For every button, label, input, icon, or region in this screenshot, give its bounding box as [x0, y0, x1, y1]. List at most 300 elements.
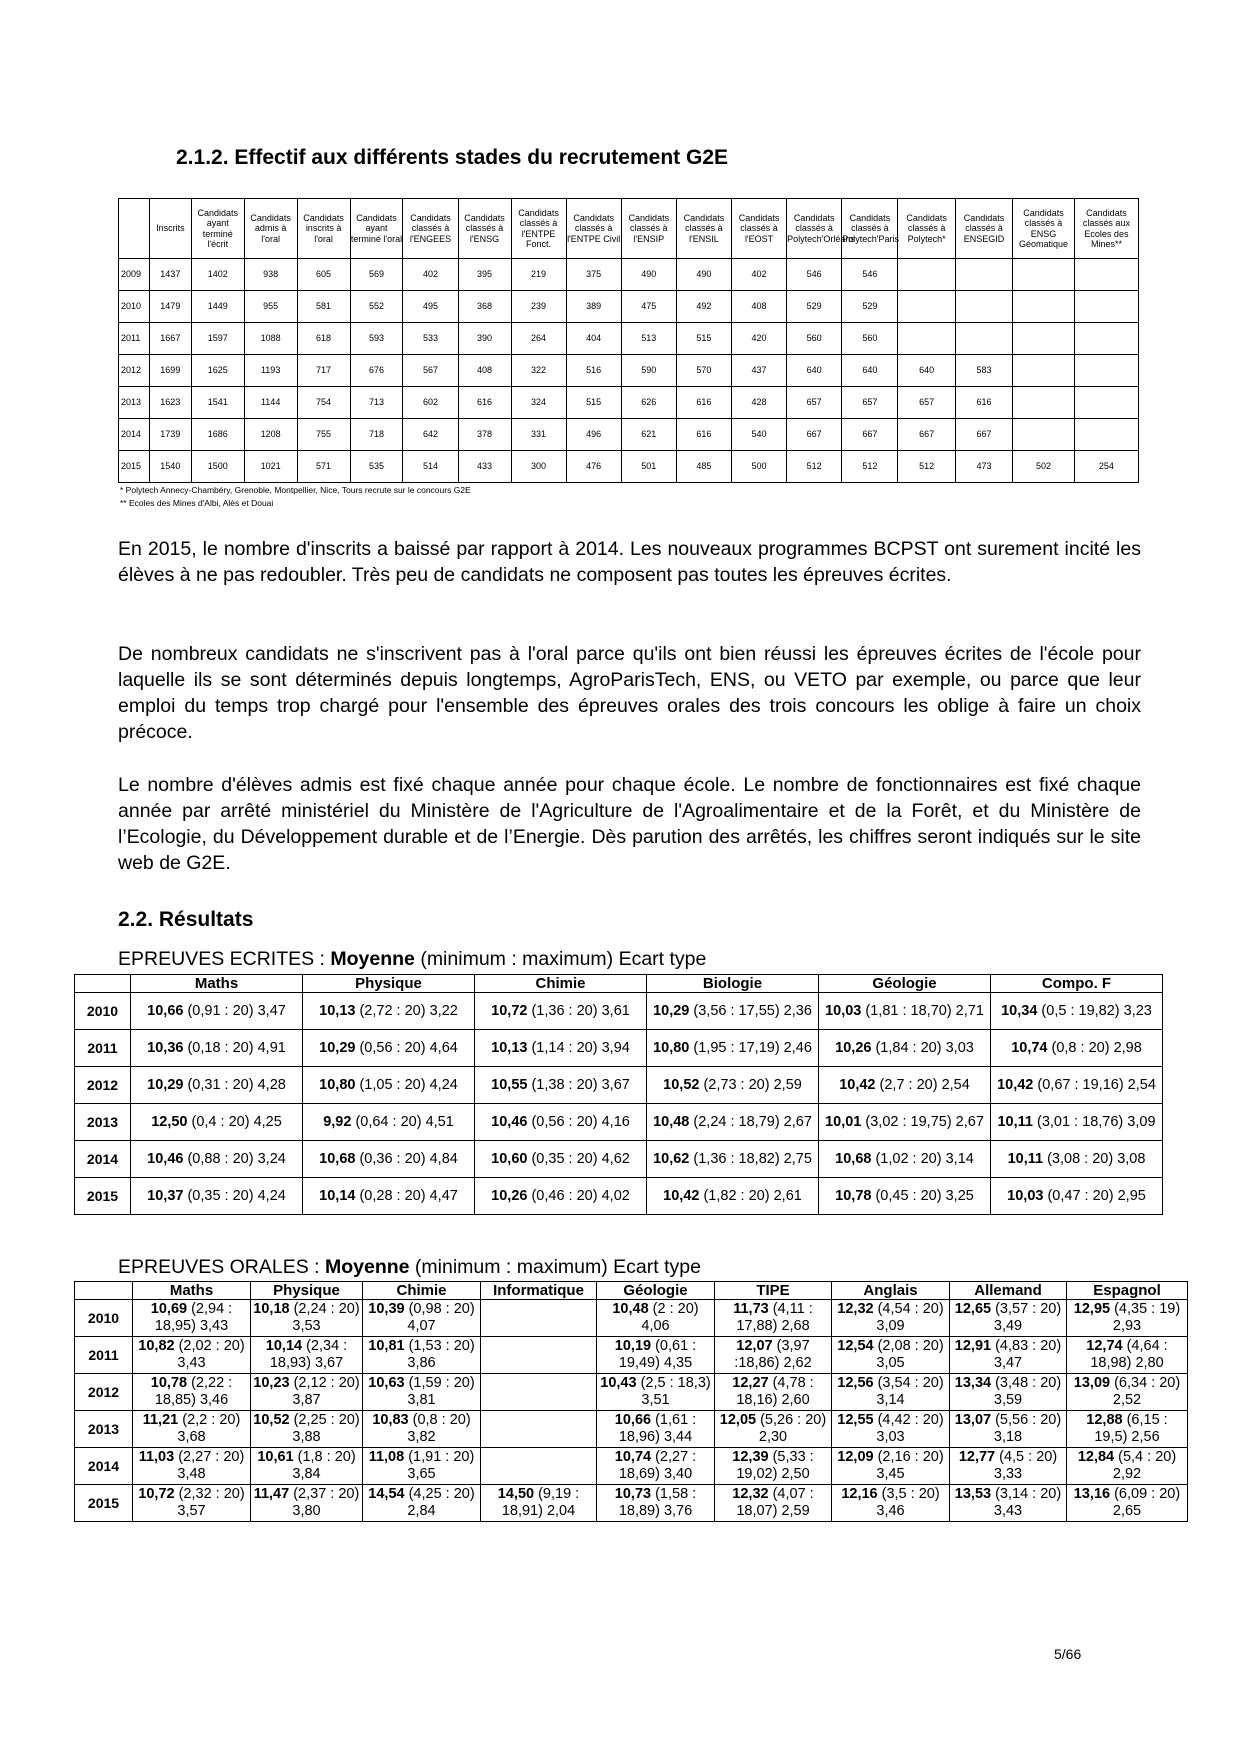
range-stddev: (1,14 : 20) 3,94: [527, 1039, 630, 1056]
table-cell: 640: [842, 355, 898, 387]
mean-value: 10,14: [319, 1187, 356, 1204]
table-row: [75, 1337, 1188, 1374]
result-cell: [363, 1448, 481, 1485]
table-row: [75, 1141, 1163, 1178]
paragraph-inscrits: En 2015, le nombre d'inscrits a baissé par rapport à 2014. Les nouveaux programmes BCPST ont surement incité les élèves à ne pas redoubler. Très peu de candidats ne composent pas toutes les épreuves écrites.: [118, 538, 1141, 586]
column-header: Compo. F: [991, 975, 1163, 993]
result-cell: [950, 1448, 1067, 1485]
range-stddev: (4,07 : 18,07) 2,59: [736, 1486, 814, 1519]
range-stddev: (3,5 : 20) 3,46: [876, 1486, 940, 1519]
result-cell: [481, 1411, 597, 1448]
mean-value: 12,84: [1077, 1449, 1115, 1465]
ecrites-table: [74, 974, 1163, 1215]
table-cell: 433: [458, 451, 511, 483]
table-cell: [1013, 355, 1075, 387]
mean-value: 10,62: [653, 1150, 690, 1167]
range-stddev: (2,22 : 18,85) 3,46: [154, 1375, 233, 1408]
table-cell: 389: [566, 291, 621, 323]
table-row: [119, 323, 1139, 355]
result-cell: [819, 1067, 991, 1104]
table-cell: 239: [511, 291, 566, 323]
result-cell: [363, 1300, 481, 1337]
table-row: [119, 451, 1139, 483]
column-header: Biologie: [647, 975, 819, 993]
caption-bold: Moyenne: [330, 948, 415, 970]
result-cell: [950, 1374, 1067, 1411]
result-cell: [475, 993, 647, 1030]
table-cell: 560: [842, 323, 898, 355]
mean-value: 10,18: [253, 1301, 290, 1317]
table-cell: 616: [676, 419, 731, 451]
table-cell: 717: [297, 355, 350, 387]
mean-value: 13,34: [954, 1375, 992, 1391]
result-cell: [950, 1485, 1067, 1522]
range-stddev: (2,7 : 20) 2,54: [875, 1076, 970, 1093]
result-cell: [363, 1411, 481, 1448]
result-cell: [715, 1411, 832, 1448]
table-row: [75, 1411, 1188, 1448]
result-cell: [251, 1337, 363, 1374]
result-cell: [131, 1104, 303, 1141]
table-cell: 1437: [149, 259, 191, 291]
result-cell: [131, 993, 303, 1030]
column-header: Candidats classés à Polytech'Orléans: [787, 199, 842, 259]
year-cell: 2014: [75, 1448, 133, 1485]
table-cell: [1074, 291, 1138, 323]
result-cell: [481, 1374, 597, 1411]
result-cell: [133, 1411, 251, 1448]
mean-value: 10,23: [253, 1375, 290, 1391]
year-cell: 2011: [75, 1030, 131, 1067]
mean-value: 10,43: [600, 1375, 637, 1391]
result-cell: [131, 1067, 303, 1104]
table-cell: [898, 323, 955, 355]
table-cell: 754: [297, 387, 350, 419]
range-stddev: (3,56 : 17,55) 2,36: [689, 1002, 812, 1019]
orales-caption: [118, 1256, 701, 1279]
result-cell: [832, 1411, 950, 1448]
mean-value: 12,16: [841, 1486, 878, 1502]
ecrites-header-row: [75, 975, 1163, 993]
footnote-mines: ** Ecoles des Mines d'Albi, Alès et Douai: [120, 498, 274, 508]
range-stddev: (6,34 : 20) 2,52: [1110, 1375, 1181, 1408]
table-cell: 1597: [191, 323, 244, 355]
table-cell: 490: [676, 259, 731, 291]
table-row: [75, 1485, 1188, 1522]
range-stddev: (0,8 : 20) 2,98: [1047, 1039, 1142, 1056]
range-stddev: (1,53 : 20) 3,86: [404, 1338, 475, 1371]
table-cell: 535: [350, 451, 403, 483]
range-stddev: (3,54 : 20) 3,14: [873, 1375, 944, 1408]
result-cell: [251, 1411, 363, 1448]
range-stddev: (4,54 : 20) 3,09: [873, 1301, 944, 1334]
mean-value: 10,13: [491, 1039, 528, 1056]
result-cell: [950, 1300, 1067, 1337]
table-cell: 324: [511, 387, 566, 419]
mean-value: 14,54: [368, 1486, 405, 1502]
mean-value: 10,26: [835, 1039, 872, 1056]
mean-value: 10,03: [825, 1002, 862, 1019]
year-cell: 2011: [119, 323, 150, 355]
range-stddev: (0,67 : 19,16) 2,54: [1033, 1076, 1156, 1093]
result-cell: [991, 1067, 1163, 1104]
table-cell: 718: [350, 419, 403, 451]
result-cell: [363, 1485, 481, 1522]
range-stddev: (5,33 : 19,02) 2,50: [736, 1449, 814, 1482]
range-stddev: (0,5 : 19,82) 3,23: [1037, 1002, 1152, 1019]
range-stddev: (0,88 : 20) 3,24: [183, 1150, 286, 1167]
mean-value: 10,83: [372, 1412, 409, 1428]
mean-value: 10,13: [319, 1002, 356, 1019]
column-header: Candidats admis à l'oral: [244, 199, 297, 259]
column-header: Candidats ayant terminé l'oral: [350, 199, 403, 259]
table-cell: 640: [787, 355, 842, 387]
table-cell: 1699: [149, 355, 191, 387]
mean-value: 10,46: [491, 1113, 528, 1130]
table-cell: 485: [676, 451, 731, 483]
result-cell: [715, 1374, 832, 1411]
table-cell: 1088: [244, 323, 297, 355]
result-cell: [303, 993, 475, 1030]
result-cell: [303, 1141, 475, 1178]
table-cell: 593: [350, 323, 403, 355]
range-stddev: (0,56 : 20) 4,16: [527, 1113, 630, 1130]
mean-value: 10,46: [147, 1150, 184, 1167]
mean-value: 10,81: [368, 1338, 405, 1354]
result-cell: [1067, 1411, 1188, 1448]
table-cell: 390: [458, 323, 511, 355]
result-cell: [832, 1485, 950, 1522]
table-cell: 1623: [149, 387, 191, 419]
result-cell: [647, 1178, 819, 1215]
table-row: [119, 387, 1139, 419]
table-cell: 667: [787, 419, 842, 451]
result-cell: [481, 1300, 597, 1337]
year-cell: 2015: [119, 451, 150, 483]
table-cell: 515: [676, 323, 731, 355]
column-header: Candidats classés à l'EOST: [732, 199, 787, 259]
column-header: Candidats classés à l'ENSIL: [676, 199, 731, 259]
range-stddev: (3,08 : 20) 3,08: [1043, 1150, 1146, 1167]
table-cell: 1541: [191, 387, 244, 419]
table-cell: 529: [787, 291, 842, 323]
table-cell: [1074, 419, 1138, 451]
column-header: Candidats classés aux Ecoles des Mines**: [1074, 199, 1138, 259]
table-cell: 500: [732, 451, 787, 483]
table-cell: 618: [297, 323, 350, 355]
result-cell: [475, 1067, 647, 1104]
column-header: Candidats classés à ENSEGID: [955, 199, 1012, 259]
range-stddev: (0,4 : 20) 4,25: [187, 1113, 282, 1130]
column-header: Candidats classés à Polytech*: [898, 199, 955, 259]
result-cell: [597, 1300, 715, 1337]
table-cell: 219: [511, 259, 566, 291]
mean-value: 10,26: [491, 1187, 528, 1204]
mean-value: 12,07: [736, 1338, 773, 1354]
range-stddev: (1,8 : 20) 3,84: [292, 1449, 356, 1482]
mean-value: 11,47: [253, 1486, 290, 1502]
mean-value: 10,66: [147, 1002, 184, 1019]
result-cell: [819, 993, 991, 1030]
mean-value: 10,80: [653, 1039, 690, 1056]
table-cell: 1449: [191, 291, 244, 323]
year-cell: 2009: [119, 259, 150, 291]
table-cell: 552: [350, 291, 403, 323]
mean-value: 10,80: [319, 1076, 356, 1093]
mean-value: 10,61: [257, 1449, 294, 1465]
range-stddev: (2,94 : 18,95) 3,43: [154, 1301, 233, 1334]
mean-value: 10,72: [138, 1486, 175, 1502]
result-cell: [133, 1485, 251, 1522]
paragraph-admis: Le nombre d'élèves admis est fixé chaque année pour chaque école. Le nombre de fonctionnaires est fixé chaque année par arrêté ministériel du Ministère de l'Agriculture de l'Agroalimentaire et de la Forêt, et du Ministère de l’Ecologie, du Développement durable et de l’Energie. Dès parution des arrêtés, les chiffres seront indiqués sur le site web de G2E.: [118, 774, 1141, 874]
table-cell: 569: [350, 259, 403, 291]
range-stddev: (4,64 : 18,98) 2,80: [1090, 1338, 1168, 1371]
mean-value: 10,68: [319, 1150, 356, 1167]
table-cell: 408: [732, 291, 787, 323]
table-cell: 1479: [149, 291, 191, 323]
table-cell: 676: [350, 355, 403, 387]
orales-table: [74, 1281, 1188, 1522]
mean-value: 10,29: [319, 1039, 356, 1056]
range-stddev: (0,36 : 20) 4,84: [355, 1150, 458, 1167]
table-row: [75, 993, 1163, 1030]
table-cell: 402: [403, 259, 458, 291]
mean-value: 12,65: [954, 1301, 992, 1317]
mean-value: 10,36: [147, 1039, 184, 1056]
range-stddev: (0,28 : 20) 4,47: [355, 1187, 458, 1204]
result-cell: [715, 1485, 832, 1522]
column-header: Chimie: [363, 1282, 481, 1300]
table-cell: 437: [732, 355, 787, 387]
result-cell: [832, 1300, 950, 1337]
table-cell: 1500: [191, 451, 244, 483]
mean-value: 10,19: [614, 1338, 652, 1354]
column-header: Candidats classés à l'ENTPE Fonct.: [511, 199, 566, 259]
result-cell: [715, 1300, 832, 1337]
range-stddev: (2,27 : 18,69) 3,40: [618, 1449, 697, 1482]
result-cell: [475, 1104, 647, 1141]
mean-value: 10,14: [265, 1338, 303, 1354]
year-cell: 2013: [75, 1411, 133, 1448]
table-cell: 955: [244, 291, 297, 323]
year-cell: 2015: [75, 1178, 131, 1215]
table-cell: 1193: [244, 355, 297, 387]
year-cell: 2014: [75, 1141, 131, 1178]
range-stddev: (4,42 : 20) 3,03: [873, 1412, 944, 1445]
table-cell: 667: [842, 419, 898, 451]
table-cell: [1074, 259, 1138, 291]
footnote-polytech: * Polytech Annecy-Chambéry, Grenoble, Montpellier, Nice, Tours recrute sur le concours G2E: [120, 485, 471, 495]
year-cell: 2010: [75, 1300, 133, 1337]
range-stddev: (1,81 : 18,70) 2,71: [861, 1002, 984, 1019]
table-cell: [1013, 387, 1075, 419]
mean-value: 10,66: [614, 1412, 652, 1428]
table-cell: 1144: [244, 387, 297, 419]
table-cell: 616: [955, 387, 1012, 419]
effectif-table: [118, 198, 1139, 483]
table-cell: 378: [458, 419, 511, 451]
result-cell: [481, 1337, 597, 1374]
result-cell: [597, 1411, 715, 1448]
table-cell: 254: [1074, 451, 1138, 483]
result-cell: [475, 1030, 647, 1067]
range-stddev: (2,12 : 20) 3,87: [289, 1375, 360, 1408]
table-cell: 476: [566, 451, 621, 483]
table-cell: 602: [403, 387, 458, 419]
table-cell: 657: [898, 387, 955, 419]
result-cell: [481, 1485, 597, 1522]
table-cell: 1208: [244, 419, 297, 451]
column-header: Maths: [131, 975, 303, 993]
result-cell: [475, 1178, 647, 1215]
mean-value: 10,55: [491, 1076, 528, 1093]
result-cell: [991, 1178, 1163, 1215]
result-cell: [1067, 1337, 1188, 1374]
result-cell: [832, 1448, 950, 1485]
table-cell: 375: [566, 259, 621, 291]
table-cell: 516: [566, 355, 621, 387]
mean-value: 10,63: [368, 1375, 405, 1391]
table-cell: 420: [732, 323, 787, 355]
table-cell: 512: [842, 451, 898, 483]
table-row: [75, 1067, 1163, 1104]
table-cell: 657: [842, 387, 898, 419]
range-stddev: (2,24 : 18,79) 2,67: [689, 1113, 812, 1130]
result-cell: [133, 1374, 251, 1411]
result-cell: [715, 1448, 832, 1485]
table-cell: 404: [566, 323, 621, 355]
mean-value: 10,42: [839, 1076, 876, 1093]
table-cell: 1667: [149, 323, 191, 355]
column-header: Candidats classés à Polytech'Paris: [842, 199, 898, 259]
mean-value: 12,74: [1086, 1338, 1123, 1354]
range-stddev: (1,95 : 17,19) 2,46: [689, 1039, 812, 1056]
range-stddev: (1,84 : 20) 3,03: [871, 1039, 974, 1056]
year-cell: 2011: [75, 1337, 133, 1374]
effectif-footnotes: [120, 484, 471, 510]
table-cell: 546: [842, 259, 898, 291]
table-row: [119, 419, 1139, 451]
ecrites-caption: [118, 948, 706, 971]
table-cell: 1625: [191, 355, 244, 387]
range-stddev: (2,25 : 20) 3,88: [289, 1412, 360, 1445]
range-stddev: (0,35 : 20) 4,24: [183, 1187, 286, 1204]
table-cell: [1013, 323, 1075, 355]
result-cell: [1067, 1300, 1188, 1337]
mean-value: 10,82: [138, 1338, 175, 1354]
table-cell: 402: [732, 259, 787, 291]
table-cell: 495: [403, 291, 458, 323]
mean-value: 12,54: [837, 1338, 874, 1354]
column-header: TIPE: [715, 1282, 832, 1300]
table-cell: 938: [244, 259, 297, 291]
table-cell: 616: [458, 387, 511, 419]
mean-value: 10,11: [997, 1113, 1033, 1130]
table-cell: 605: [297, 259, 350, 291]
result-cell: [991, 1141, 1163, 1178]
table-cell: 667: [898, 419, 955, 451]
mean-value: 12,91: [954, 1338, 992, 1354]
table-row: [75, 1030, 1163, 1067]
range-stddev: (2,2 : 20) 3,68: [177, 1412, 241, 1445]
year-cell: 2012: [119, 355, 150, 387]
table-cell: [1013, 259, 1075, 291]
range-stddev: (0,61 : 19,49) 4,35: [618, 1338, 697, 1371]
range-stddev: (4,11 : 17,88) 2,68: [736, 1301, 813, 1334]
table-row: [119, 291, 1139, 323]
result-cell: [832, 1374, 950, 1411]
range-stddev: (3,57 : 20) 3,49: [991, 1301, 1062, 1334]
table-cell: 475: [621, 291, 676, 323]
year-cell: 2014: [119, 419, 150, 451]
mean-value: 12,32: [837, 1301, 874, 1317]
result-cell: [131, 1030, 303, 1067]
mean-value: 12,09: [837, 1449, 874, 1465]
table-cell: [1074, 355, 1138, 387]
table-cell: 1686: [191, 419, 244, 451]
result-cell: [991, 993, 1163, 1030]
mean-value: 11,73: [733, 1301, 769, 1317]
result-cell: [819, 1030, 991, 1067]
range-stddev: (0,91 : 20) 3,47: [183, 1002, 286, 1019]
mean-value: 11,03: [138, 1449, 175, 1465]
range-stddev: (1,05 : 20) 4,24: [355, 1076, 458, 1093]
table-cell: 571: [297, 451, 350, 483]
table-row: [75, 1448, 1188, 1485]
table-cell: [955, 291, 1012, 323]
table-cell: 567: [403, 355, 458, 387]
result-cell: [647, 1141, 819, 1178]
table-cell: 621: [621, 419, 676, 451]
column-header: Candidats classés à ENSG Géomatique: [1013, 199, 1075, 259]
table-cell: 501: [621, 451, 676, 483]
caption-bold: Moyenne: [325, 1256, 410, 1278]
range-stddev: (2,72 : 20) 3,22: [355, 1002, 458, 1019]
column-header: Candidats classés à l'ENGEES: [403, 199, 458, 259]
table-cell: 1402: [191, 259, 244, 291]
range-stddev: (5,4 : 20) 2,92: [1112, 1449, 1177, 1482]
table-cell: [898, 259, 955, 291]
column-header: Physique: [303, 975, 475, 993]
mean-value: 13,16: [1073, 1486, 1111, 1502]
mean-value: 10,73: [614, 1486, 652, 1502]
table-cell: 546: [787, 259, 842, 291]
range-stddev: (5,56 : 20) 3,18: [991, 1412, 1062, 1445]
mean-value: 12,05: [719, 1412, 757, 1428]
range-stddev: (4,83 : 20) 3,47: [991, 1338, 1062, 1371]
table-cell: 713: [350, 387, 403, 419]
table-cell: 755: [297, 419, 350, 451]
column-header: Candidats classés à l'ENTPE Civil: [566, 199, 621, 259]
range-stddev: (1,02 : 20) 3,14: [871, 1150, 974, 1167]
range-stddev: (2,32 : 20) 3,57: [174, 1486, 245, 1519]
table-row: [75, 1374, 1188, 1411]
column-header: Candidats ayant terminé l'écrit: [191, 199, 244, 259]
table-cell: 626: [621, 387, 676, 419]
column-header: Candidats classés à l'ENSG: [458, 199, 511, 259]
column-header: Géologie: [597, 1282, 715, 1300]
table-cell: 502: [1013, 451, 1075, 483]
mean-value: 11,21: [142, 1412, 179, 1428]
mean-value: 10,69: [150, 1301, 188, 1317]
range-stddev: (2,37 : 20) 3,80: [289, 1486, 360, 1519]
mean-value: 14,50: [497, 1486, 535, 1502]
result-cell: [647, 1067, 819, 1104]
table-cell: 331: [511, 419, 566, 451]
range-stddev: (1,82 : 20) 2,61: [699, 1187, 802, 1204]
section-heading-effectif: 2.1.2. Effectif aux différents stades du recrutement G2E: [176, 146, 729, 169]
result-cell: [597, 1337, 715, 1374]
